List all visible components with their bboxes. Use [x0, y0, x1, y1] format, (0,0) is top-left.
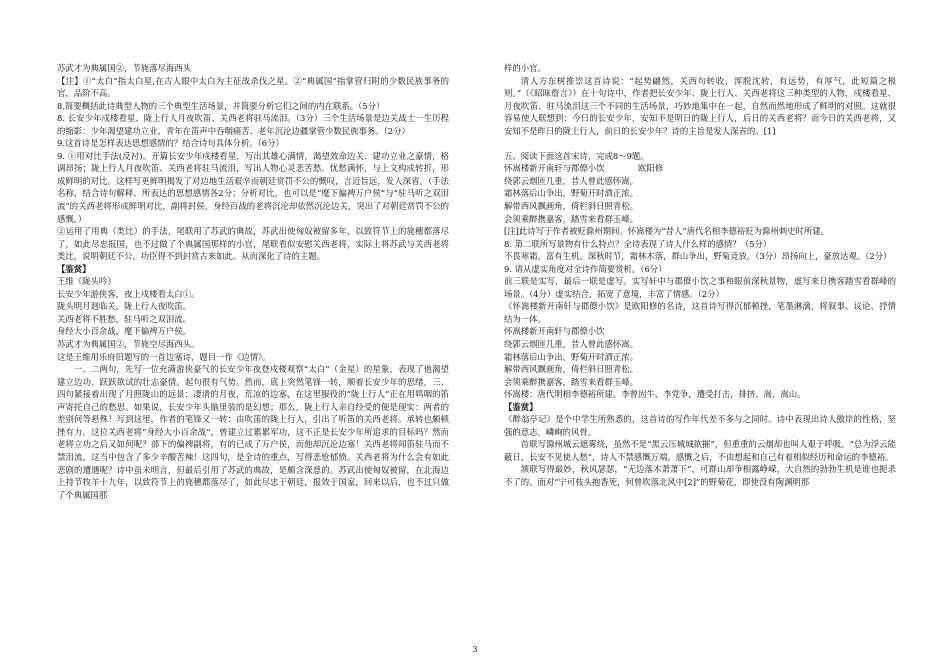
- paragraph: 苏武才为典属国②，节旄落尽海西头: [57, 63, 191, 73]
- paragraph: 清人方东树推崇这首诗说：“起势翩然，关西句转收，浑脱沈转，有远势，有厚气，此短篇之极则。”（《昭昧詹言》）在十句诗中，作者把长安少年、陇上行人、关西老将这三种类型的人物，戍楼看星、月夜吹笛、驻马流泪这三个不同的生活场景，巧妙地集中在一起，自然而然地形成了鲜明的对照。这就很容易使人联想到：今日的长安少年，安知不是明日的陇上行人，后日的关西老将？而今日的关西老将，又安知不是昨日的陇上行人，前日的长安少年？诗的主旨是发人深省的。[1]: [504, 75, 896, 136]
- paragraph: 8. 长安少年戍楼看星、陇上行人月夜吹笛、关西老将驻马流泪。（3分）三个生活场景是边关战士一生历程的缩影：少年渴望建功立业、青年在笛声中吞咽痛苦、老年沉沦边疆掌管少数民族事务。（2分）: [57, 113, 449, 136]
- paragraph: 解带西风飘画角，倚栏斜日照青松。: [504, 364, 638, 375]
- paragraph: [注]此诗写于作者被贬滁州期间。怀嵩楼为“昔人”唐代名相李德裕贬为滁州刺史时所建。: [504, 226, 829, 237]
- paragraph: 绕郭云烟匝几重，昔人曾此感怀嵩。: [504, 338, 638, 349]
- paragraph: 身经大小百余战，麾下偏裨万户侯。: [57, 326, 191, 337]
- paragraph: 《怀嵩楼新开南轩与郡僚小饮》是欧阳修的名诗，这首诗写得沉郁顿挫，笔墨淋漓，将叙事、议论、抒情结为一体。: [504, 301, 896, 324]
- paragraph: 不畏寒霜，富有生机。深秋时节，霜林木落，群山争出，野菊竞放。（3分）昂扬向上，豪放达观。（2分）: [504, 251, 892, 262]
- paragraph: 长安少年游侠客，夜上戍楼看太白①。: [57, 288, 200, 299]
- paragraph: 苏武才为典属国②，节旄空尽海西头。: [57, 339, 200, 350]
- paragraph: 一、二两句，先写一位充满游侠豪气的长安少年夜登戍楼观察“太白”（金星）的星象，表现了他渴望建立边功、跃跃欲试的壮志豪情。起句很有气势。然而，底上突然笔锋一转，顺着长安少年的思绪，三、四句紧接着出现了月照陇山的远景：凄清的月夜，荒凉的边塞，在这里服役的“陇上行人”正在用鸣咽的笛声寄托自己的愁思。如果说，长安少年头脑里装的是幻想；那么，陇上行人亲自经受的便是现实：两者的差别何等悬殊！写到这里，作者的笔锋又一转：由吹笛的陇上行人，引出了听笛的关西老将。承转也颇顿挫有力。这位关西老将“身经大小百余战”，曾建立过累累军功，这不正是长安少年所追求的目标吗？然而老将立功之后又如何呢？部下的偏裨副将，有的已成了万户侯，而他却沉沦边塞！关西老将闻笛驻马而不禁泪流，这当中包含了多少辛酸苦辣！这四句，是全诗的重点，写得悲怆郁愤。关西老将为什么会有如此悲剧的遭遇呢？诗中虽未明言，但最后引用了苏武的典故，是颇含深意的。苏武出使匈奴被留，在北海边上持节牧羊十九年，以致符节上的旄穗都落尽了，如此尽忠于朝廷，报效于国家，回来以后，也不过只做了个典属国那: [57, 364, 449, 500]
- paragraph: 颔联写得最妙，秋风瑟瑟，“无边落木萧萧下”，可群山却争相露峥嵘，大自然的勃勃生机是谁也扼杀不了的。面对“宁可枝头抱香死，何曾吹落北风中[2]”的野菊花，即使没有陶渊明那: [504, 464, 896, 487]
- paragraph: 【鉴赏】: [57, 263, 91, 274]
- paragraph: 怀嵩楼新开南轩与郡僚小饮: [504, 326, 605, 337]
- paragraph: 9. 请从虚实角度对全诗作简要赏析。（6分）: [504, 263, 667, 274]
- paragraph: 8.简要概括此诗典型人物的三个典型生活场景，并简要分析它们之间的内在联系。（5分）: [57, 100, 385, 111]
- paragraph: 五、阅读下面这首宋诗，完成8～9题。: [504, 150, 649, 161]
- paragraph: 霜林落后山争出，野菊开时酒正浓。: [504, 351, 638, 362]
- paragraph: 前三联是实写，最后一联是虚写。实写轩中与郡僚小饮之事和眼前深秋景物，虚写来日携客踏雪看群峰的场景。（4分）虚实结合，拓宽了意境，丰富了情感。（2分）: [504, 276, 896, 299]
- page-number: 3: [472, 645, 478, 654]
- paragraph: 陇头明月迥临关，陇上行人夜吹笛。: [57, 301, 191, 312]
- paragraph: 怀嵩楼新开南轩与郡僚小饮 欧阳修: [504, 163, 664, 174]
- paragraph: 9. ①用对比手法(反衬)。开篇长安少年戍楼看星，写出其雄心满情，渴望效命边关、建功立业之豪情，格调昂扬；陇上行人月夜吹笛、关西老将驻马流泪，写出人物心灵悲苦愁、忧愁满怀，与上文构成转折，形成鲜明的对比。这样写更鲜明揭发了对边地生活艰辛而朝廷赏罚不公的慨叹，言近旨远，发人深省。（手法名称，结合诗句解释、所表达的思想感情各2分；分析对比，也可以是“麾下偏裨万户侯”与“驻马听之双泪流”的关西老将形成鲜明对比，副将封侯，身经百战的老将沉沦却依然沉沦边关，突出了对朝廷赏罚不公的感慨。）: [57, 150, 449, 224]
- paragraph: 9.这首诗是怎样表达思想感情的？结合诗句具体分析。（6分）: [57, 138, 284, 149]
- paragraph: 解带西风飘画角，倚栏斜日照青松。: [504, 200, 638, 211]
- right-column: [504, 62, 896, 489]
- paragraph: 霜林落后山争出，野菊开时酒正浓。: [504, 188, 638, 199]
- paragraph: 绕郭云烟匝几重，昔人曾此感怀嵩。: [504, 175, 638, 186]
- paragraph: 【注】①“太白”指太白星,在古人眼中太白为主征战杀伐之星。②“典属国”指掌管归附的少数民族事务的官，品阶不高。: [57, 75, 449, 99]
- paragraph: 首联写滁州城云遮雾绕，虽然不是“黑云压城城欲摧”，但重重的云烟却也叫人艰于呼吸。“总为浮云能蔽日，长安不见使人愁”，诗人不禁感慨万端。感慨之后，不由想起和自己有着相似经历和命运的李德裕。: [504, 439, 896, 462]
- left-column: [57, 62, 449, 501]
- paragraph: 【鉴赏】: [504, 401, 538, 412]
- paragraph: 关西老将不胜愁，驻马听之双泪流。: [57, 313, 191, 324]
- paragraph: 《醉翁亭记》是个中学生所熟悉的，这首诗的写作年代差不多与之同时。诗中表现出诗人傲岸的性格，坚强的意志，嶙峋的风骨。: [504, 414, 896, 437]
- paragraph: 怀嵩楼：唐代明相李德裕所建。李曾因牛、李党争，遭受打击，排挤。嵩，嵩山。: [504, 389, 806, 400]
- paragraph: ②运用了用典（类比）的手法，尾联用了苏武的典故，苏武出使匈奴被留多年，以致符节上的旄穗都落尽了，如此尽忠报国，也不过做了个典属国那样的小官，尾联看似安慰关西老将，实际上将苏武与关西老将类比，说明朝廷不公，功臣得不到封赏古来如此。从而深化了诗的主题。: [57, 226, 449, 262]
- paragraph: 这是王维用乐府旧题写的一首边塞诗，题目一作《边情》。: [57, 351, 271, 362]
- paragraph: 王维《陇头吟》: [57, 276, 116, 287]
- paragraph: 会须乘醉携嘉客，踏雪来看群玉峰。: [504, 213, 638, 224]
- paragraph: 样的小官。: [504, 63, 546, 73]
- paragraph: 8. 第二联所写景物有什么特点？全诗表现了诗人什么样的感情？（5分）: [504, 238, 772, 249]
- paragraph: 会须乘醉携嘉客，踏雪来看群玉峰。: [504, 376, 638, 387]
